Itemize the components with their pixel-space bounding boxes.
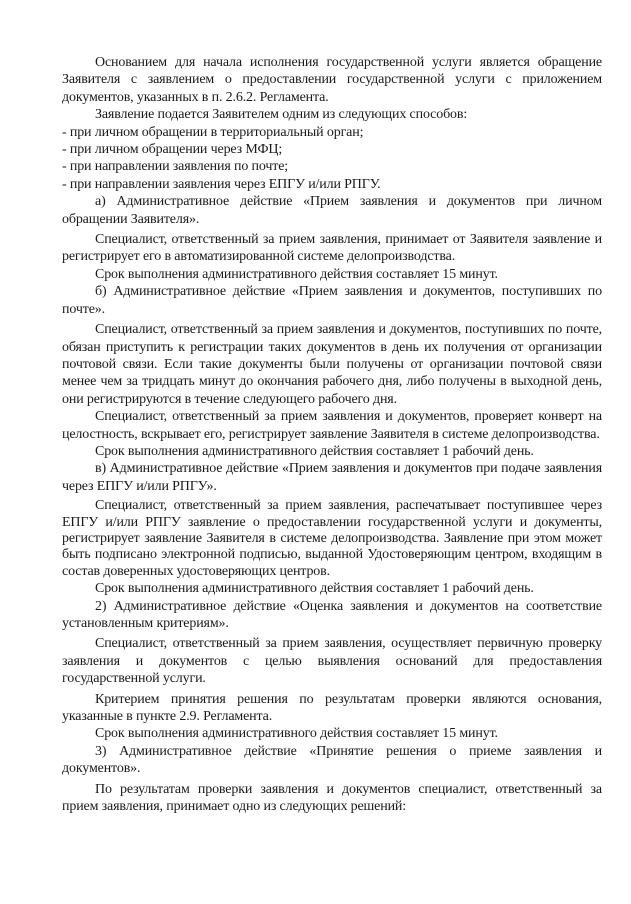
paragraph-basis: Основанием для начала исполнения государственной услуги является обращение Заявителя с заявлением о предоставлении государственной услуги с приложением документов, указанных в п. 2.6.2. Регламента.	[62, 55, 602, 105]
paragraph-specialist-v: Специалист, ответственный за прием заявления, распечатывает поступившее через ЕПГУ и/или РПГУ заявление о предоставлении государственной услуги и документы, регистрирует заявление Заявителя в системе делопроизводства. Заявление при этом может быть подписано электронной подписью, выданной Удостоверяющим центром, входящим в состав доверенных удостоверяющих центров.	[62, 498, 602, 579]
paragraph-action-v: в) Административное действие «Прием заявления и документов при подаче заявления через ЕПГУ и/или РПГУ».	[62, 461, 602, 494]
paragraph-term-v: Срок выполнения административного действия составляет 1 рабочий день.	[95, 581, 534, 597]
list-item-epgu: - при направлении заявления через ЕПГУ и/или РПГУ.	[62, 176, 381, 192]
paragraph-criteria: Критерием принятия решения по результатам проверки являются основания, указанные в пункте 2.9. Регламента.	[62, 691, 602, 725]
paragraph-specialist-2: Специалист, ответственный за прием заявления, осуществляет первичную проверку заявления и документов с целью выявления оснований для предоставления государственной услуги.	[62, 636, 602, 687]
document-page	[62, 54, 602, 815]
paragraph-action-a: а) Административное действие «Прием заявления и документов при личном обращении Заявителя».	[62, 194, 602, 227]
paragraph-action-2: 2) Административное действие «Оценка заявления и документов на соответствие установленным критериям».	[62, 598, 602, 631]
paragraph-term-b: Срок выполнения административного действия составляет 1 рабочий день.	[95, 443, 534, 459]
paragraph-action-b: б) Административное действие «Прием заявления и документов, поступивших по почте».	[62, 284, 602, 317]
paragraph-envelope-check: Специалист, ответственный за прием заявления и документов, проверяет конверт на целостность, вскрывает его, регистрирует заявление Заявителя в системе делопроизводства.	[62, 409, 602, 442]
paragraph-methods-intro: Заявление подается Заявителем одним из следующих способов:	[95, 107, 468, 123]
paragraph-term-a: Срок выполнения административного действия составляет 15 минут.	[95, 266, 498, 282]
paragraph-specialist-a: Специалист, ответственный за прием заявления, принимает от Заявителя заявление и регистрирует его в автоматизированной системе делопроизводства.	[62, 232, 602, 265]
list-item-mfc: - при личном обращении через МФЦ;	[62, 142, 283, 158]
paragraph-action-3: 3) Административное действие «Принятие решения о приеме заявления и документов».	[62, 743, 602, 777]
paragraph-specialist-b: Специалист, ответственный за прием заявления и документов, поступивших по почте, обязан приступить к регистрации таких документов в день их получения от организации почтовой связи. Если такие документы были получены от организации почтовой связи менее чем за тридцать минут до окончания рабочего дня, либо получены в выходной день, они регистрируются в течение следующего рабочего дня.	[62, 322, 602, 407]
list-item-territorial: - при личном обращении в территориальный орган;	[62, 124, 364, 140]
list-item-post: - при направлении заявления по почте;	[62, 159, 289, 175]
paragraph-decision: По результатам проверки заявления и документов специалист, ответственный за прием заявления, принимает одно из следующих решений:	[62, 781, 602, 815]
paragraph-term-2: Срок выполнения административного действия составляет 15 минут.	[95, 726, 498, 742]
